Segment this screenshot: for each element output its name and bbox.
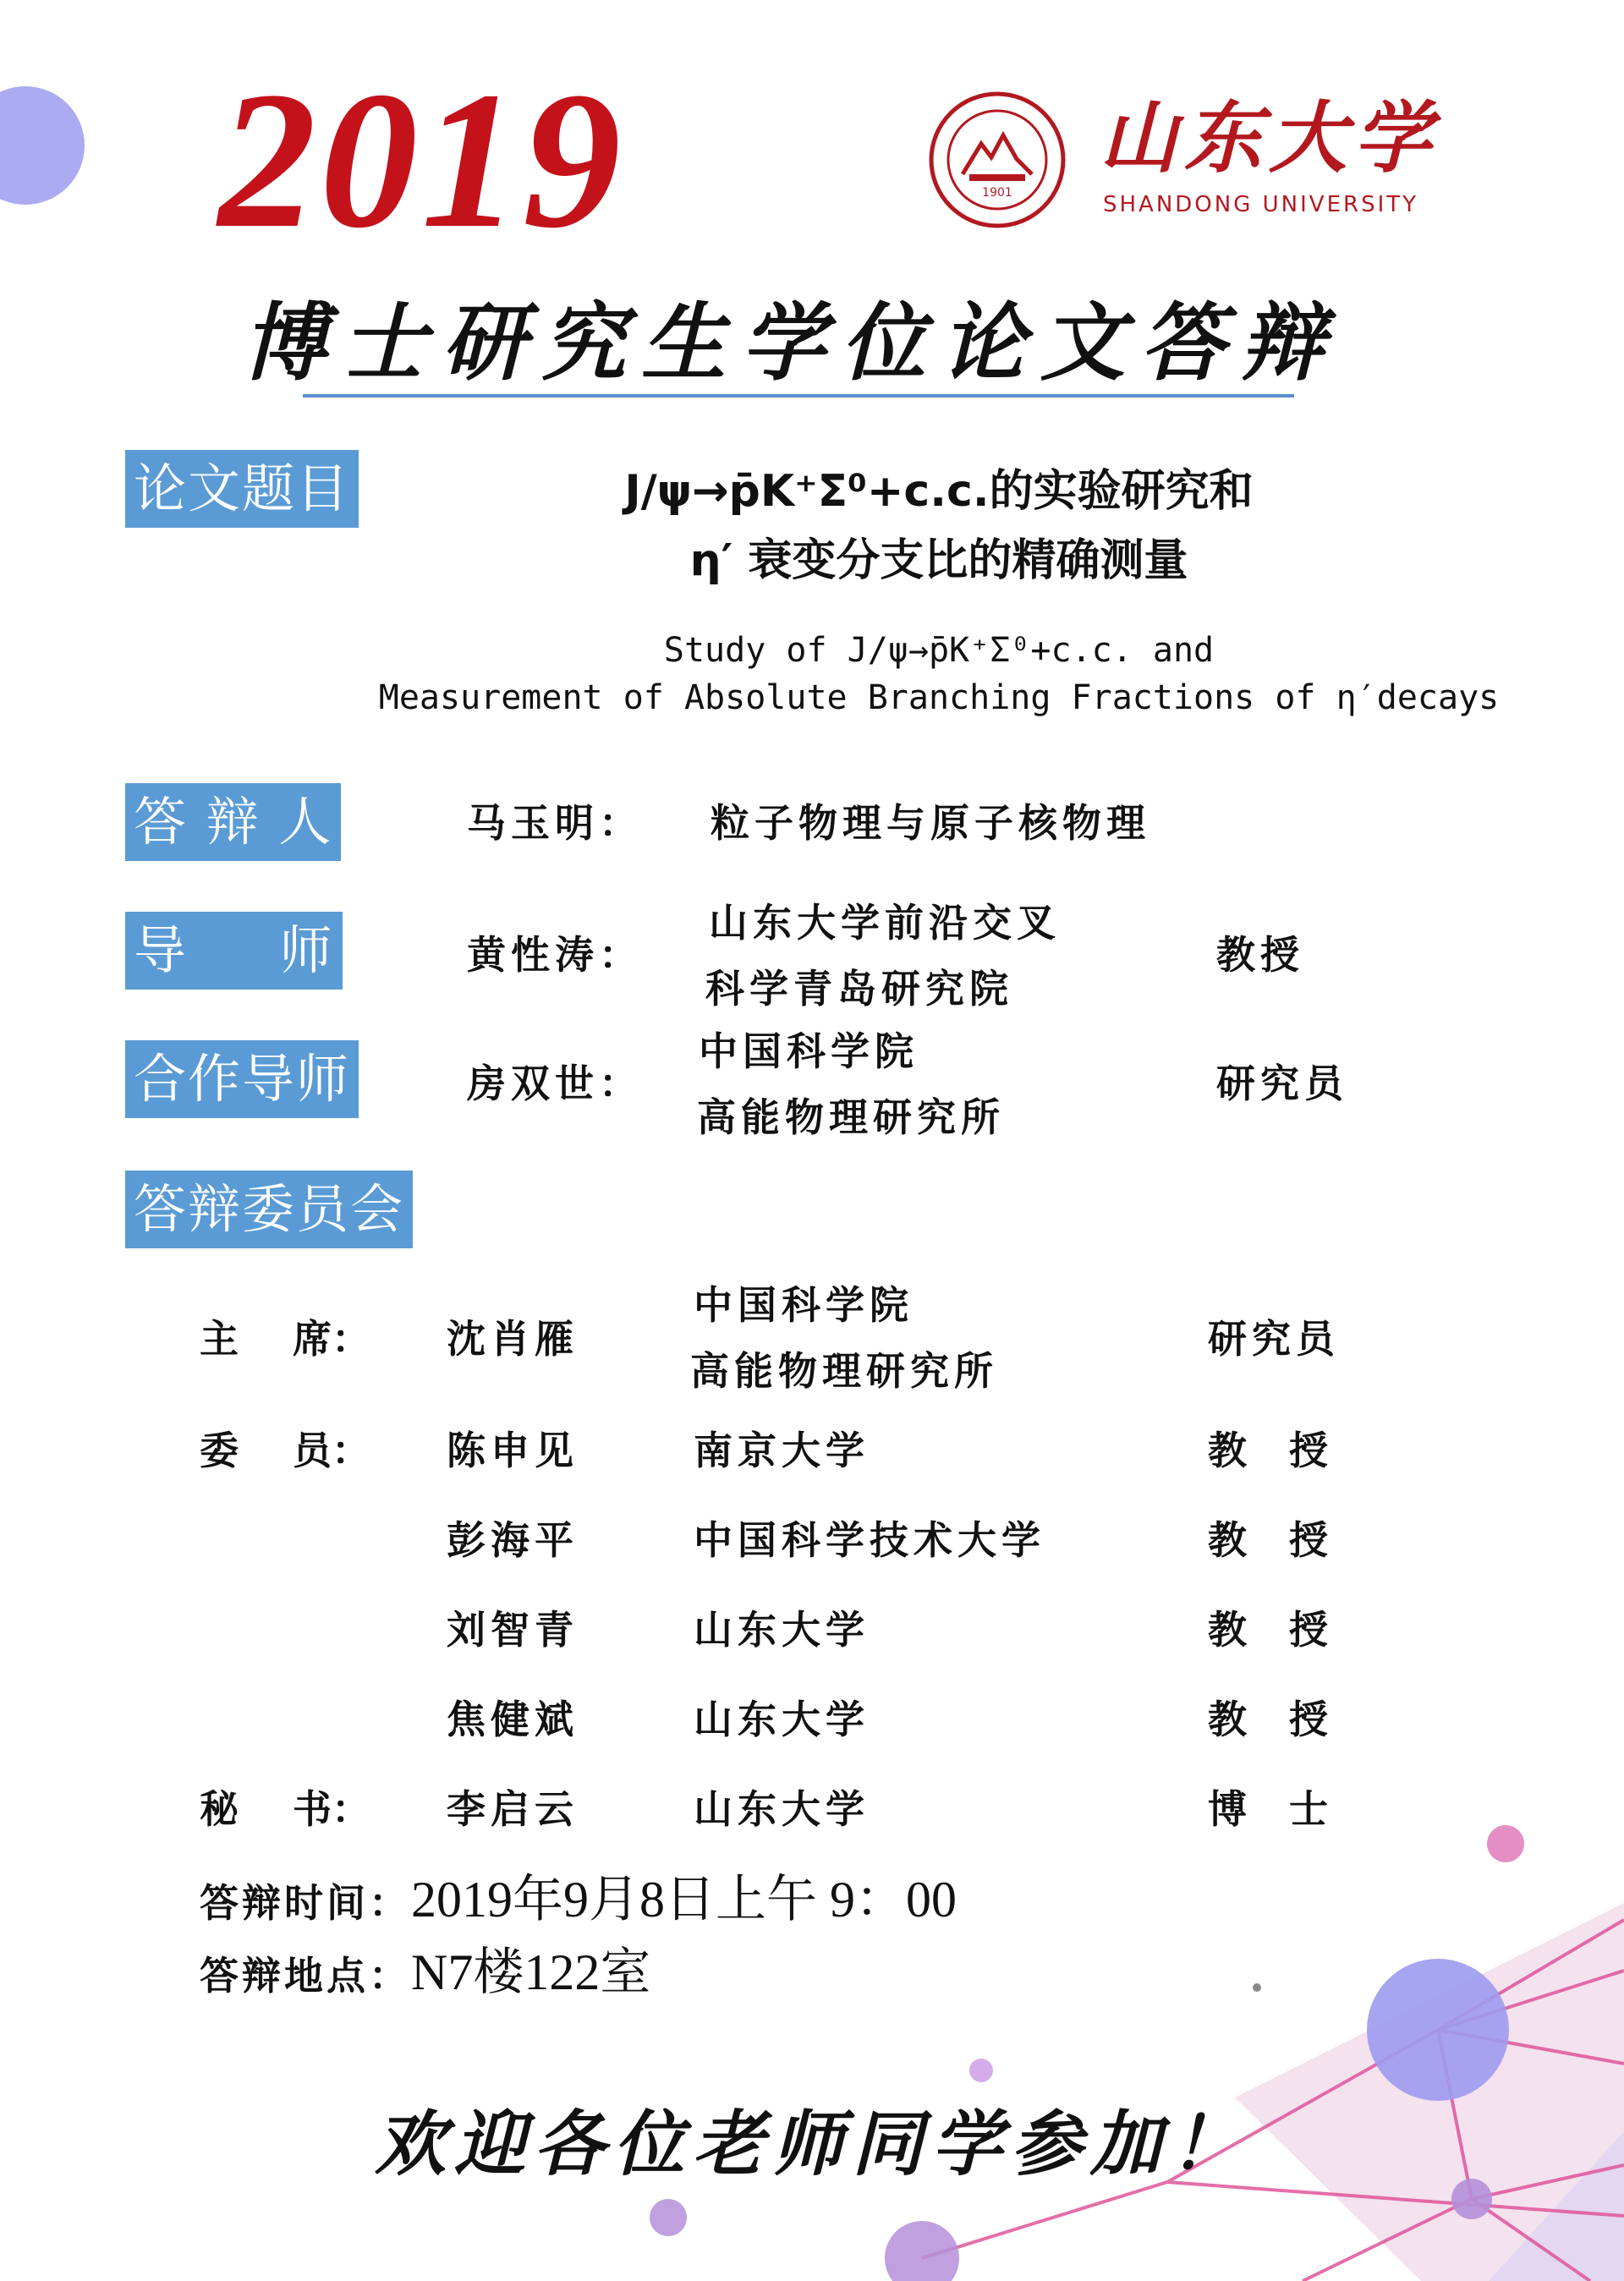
decor-node-bottom xyxy=(885,2221,959,2281)
member-title: 教 授 xyxy=(1208,1517,1334,1563)
title-underline xyxy=(303,394,1294,398)
defense-time-value: 2019年9月8日上午 9：00 xyxy=(411,1872,957,1927)
member-org: 山东大学 xyxy=(694,1697,870,1742)
defense-time-label: 答辩时间： xyxy=(200,1880,411,1926)
committee-label: 答辩委员会 xyxy=(125,1171,413,1248)
supervisor-name: 黄性涛： xyxy=(467,932,643,978)
decor-node-mid xyxy=(1451,2179,1492,2219)
seal-year: 1901 xyxy=(982,186,1012,200)
member-title: 教 授 xyxy=(1208,1607,1334,1653)
supervisor-org-line2: 科学青岛研究院 xyxy=(705,966,1013,1012)
chair-org-line1: 中国科学院 xyxy=(694,1282,914,1328)
secretary-role: 秘 书： xyxy=(200,1786,371,1832)
welcome-message: 欢迎各位老师同学参加！ xyxy=(374,2102,1249,2185)
decor-node-small-4 xyxy=(1253,1983,1261,1992)
co-supervisor-org-line1: 中国科学院 xyxy=(699,1028,919,1074)
member-name: 刘智青 xyxy=(447,1607,579,1653)
chair-role: 主 席： xyxy=(200,1316,371,1362)
member-title: 教 授 xyxy=(1208,1697,1334,1742)
member-org: 山东大学 xyxy=(694,1607,870,1653)
university-name-en: SHANDONG UNIVERSITY xyxy=(1103,192,1418,217)
university-name-cn: 山东大学 xyxy=(1100,92,1439,184)
page-title: 博士研究生学位论文答辩 xyxy=(242,293,1340,392)
thesis-title-en-line2: Measurement of Absolute Branching Fractions of η′decays xyxy=(378,678,1500,717)
candidate-name: 马玉明： xyxy=(467,800,643,846)
members-role: 委 员： xyxy=(200,1428,371,1473)
co-supervisor-org-line2: 高能物理研究所 xyxy=(697,1094,1005,1140)
supervisor-org-line1: 山东大学前沿交叉 xyxy=(709,900,1061,946)
member-org: 南京大学 xyxy=(694,1428,870,1473)
defense-time xyxy=(200,1866,957,1937)
decor-node-small-2 xyxy=(969,2059,993,2082)
secretary-org: 山东大学 xyxy=(694,1786,870,1832)
co-supervisor-name: 房双世： xyxy=(467,1061,643,1106)
defense-place-label: 答辩地点： xyxy=(200,1953,411,1999)
year-heading: 2019 xyxy=(218,52,624,269)
chair-name: 沈肖雁 xyxy=(447,1316,579,1362)
decor-node-small-3 xyxy=(650,2199,687,2236)
decor-node-large xyxy=(1367,1959,1509,2101)
thesis-label: 论文题目 xyxy=(125,450,359,528)
supervisor-title: 教授 xyxy=(1216,932,1304,978)
thesis-title-cn-line2: η′ 衰变分支比的精确测量 xyxy=(689,535,1188,586)
chair-title: 研究员 xyxy=(1208,1316,1340,1362)
candidate-major: 粒子物理与原子核物理 xyxy=(710,800,1150,846)
member-org: 中国科学技术大学 xyxy=(694,1517,1045,1563)
member-name: 焦健斌 xyxy=(447,1697,579,1742)
co-supervisor-title: 研究员 xyxy=(1216,1061,1348,1106)
chair-org-line2: 高能物理研究所 xyxy=(690,1348,998,1394)
secretary-title: 博 士 xyxy=(1208,1786,1334,1832)
thesis-title-cn-line1: J/ψ→p̄K⁺Σ⁰+c.c.的实验研究和 xyxy=(624,466,1254,517)
member-name: 陈申见 xyxy=(447,1428,579,1473)
defense-place-value: N7楼122室 xyxy=(411,1944,651,2000)
thesis-title-en-line1: Study of J/ψ→p̄K⁺Σ⁰+c.c. and xyxy=(663,631,1215,670)
defense-place xyxy=(200,1938,650,2010)
candidate-label: 答 辩 人 xyxy=(125,783,341,861)
co-supervisor-label: 合作导师 xyxy=(125,1040,359,1118)
supervisor-label: 导 师 xyxy=(125,912,343,990)
decor-circle-top-left xyxy=(0,86,85,205)
secretary-name: 李启云 xyxy=(447,1786,579,1832)
member-title: 教 授 xyxy=(1208,1428,1334,1473)
decor-node-small-1 xyxy=(1487,1825,1524,1862)
university-seal-icon xyxy=(929,91,1066,228)
member-name: 彭海平 xyxy=(447,1517,579,1563)
